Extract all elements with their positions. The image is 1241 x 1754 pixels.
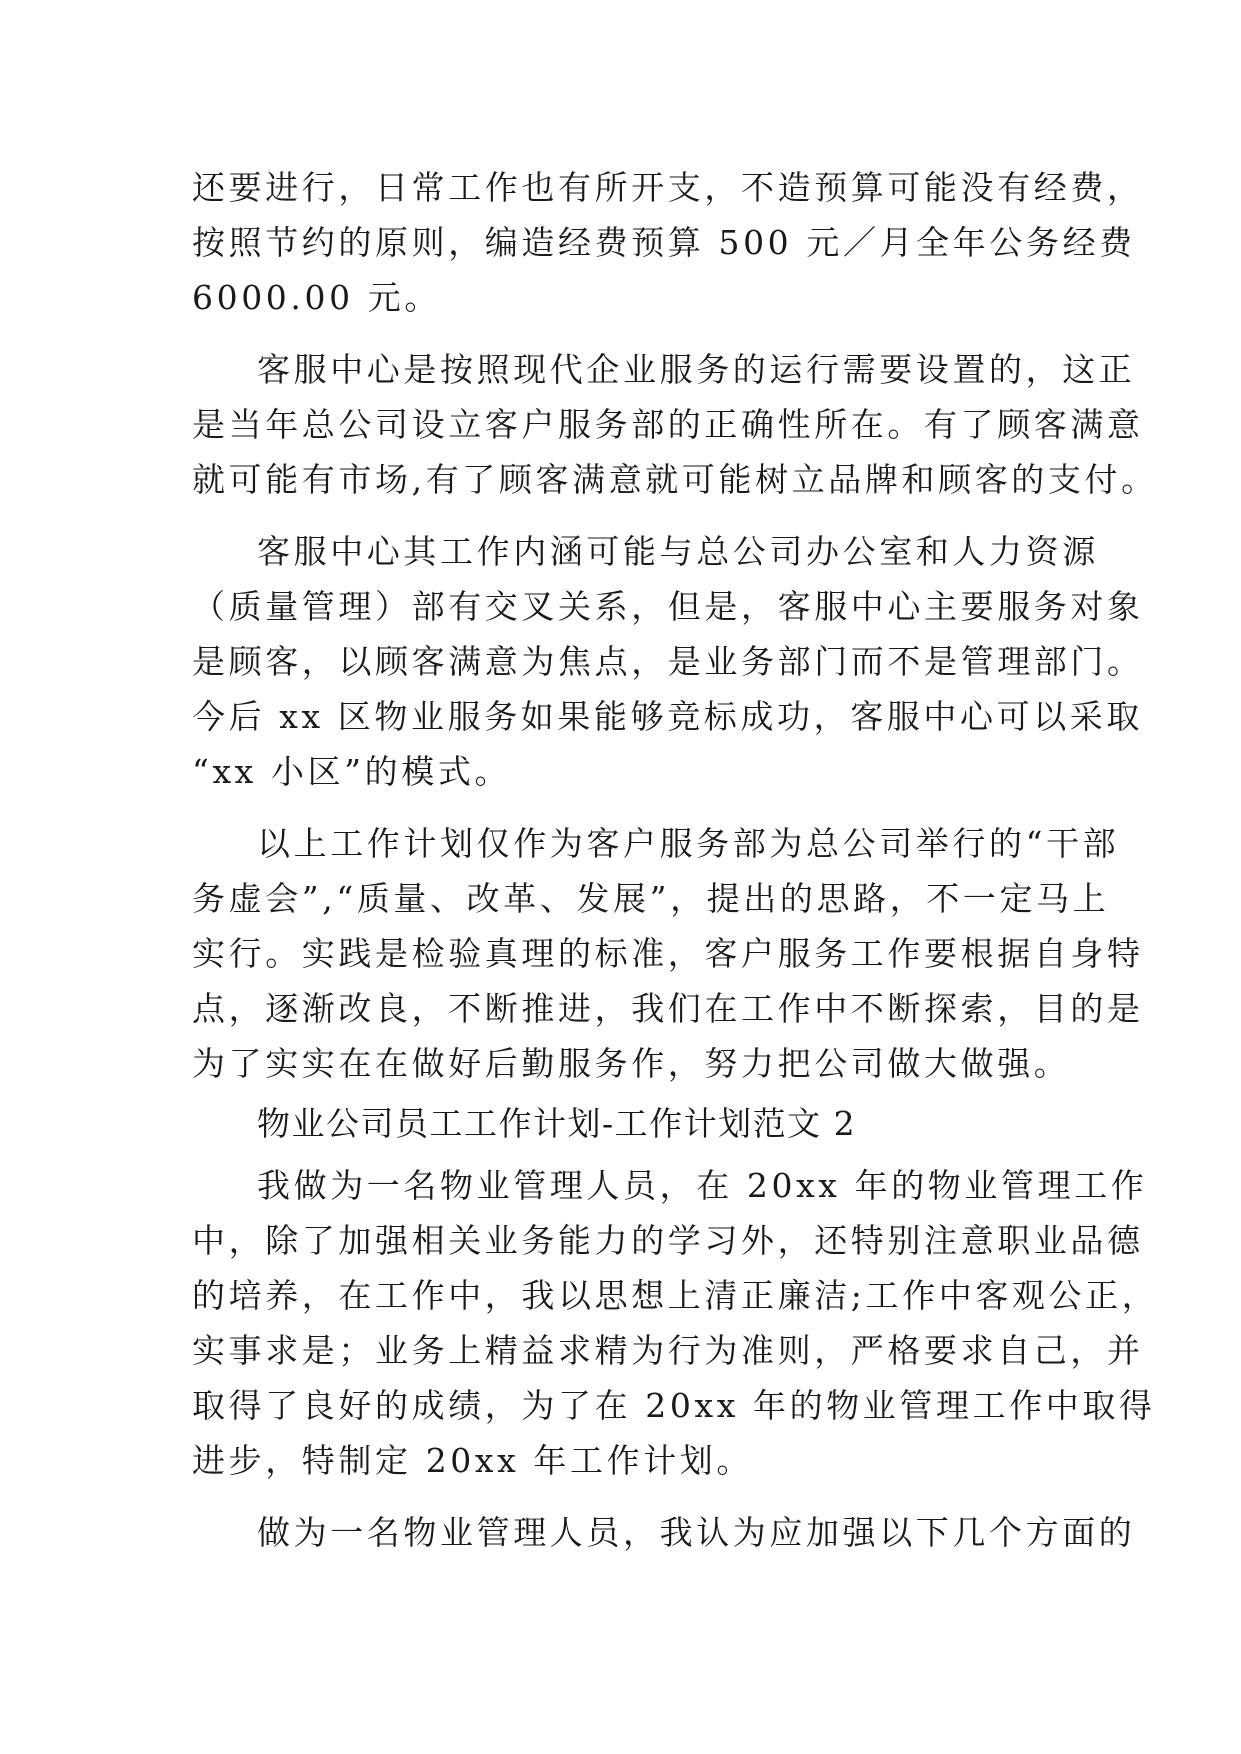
text-line: 实事求是；业务上精益求精为行为准则，严格要求自己，并 [192,1331,1144,1370]
paragraph-first-line: 做为一名物业管理人员，我认为应加强以下几个方面的 [257,1513,1136,1552]
text-line: （质量管理）部有交叉关系，但是，客服中心主要服务对象 [192,587,1144,626]
text-line: 就可能有市场,有了顾客满意就可能树立品牌和顾客的支付。 [192,460,1158,499]
text-line: 的培养，在工作中，我以思想上清正廉洁;工作中客观公正， [192,1276,1159,1315]
text-line: 务虚会”,“质量、改革、发展”，提出的思路，不一定马上 [192,879,1110,918]
paragraph-first-line: 客服中心其工作内涵可能与总公司办公室和人力资源 [257,532,1099,571]
text-line: 6000.00 元。 [192,278,441,317]
text-line: 进步，特制定 20xx 年工作计划。 [192,1441,753,1480]
paragraph-first-line: 我做为一名物业管理人员，在 20xx 年的物业管理工作 [257,1166,1148,1205]
text-line: 按照节约的原则，编造经费预算 500 元／月全年公务经费 [192,223,1136,262]
paragraph-first-line: 以上工作计划仅作为客户服务部为总公司举行的“干部 [257,824,1120,863]
document-body [192,160,1159,1560]
text-line: 是顾客，以顾客满意为焦点，是业务部门而不是管理部门。 [192,642,1144,681]
section-heading: 物业公司员工工作计划-工作计划范文 2 [257,1104,857,1143]
text-line: 实行。实践是检验真理的标准，客户服务工作要根据自身特 [192,934,1144,973]
text-line: 点，逐渐改良，不断推进，我们在工作中不断探索，目的是 [192,989,1144,1028]
paragraph-first-line: 客服中心是按照现代企业服务的运行需要设置的，这正 [257,350,1136,389]
text-line: 为了实实在在做好后勤服务作，努力把公司做大做强。 [192,1044,1071,1083]
text-line: 中，除了加强相关业务能力的学习外，还特别注意职业品德 [192,1221,1144,1260]
text-line: 还要进行，日常工作也有所开支，不造预算可能没有经费， [192,168,1144,207]
text-line: 今后 xx 区物业服务如果能够竞标成功，客服中心可以采取 [192,697,1144,736]
text-line: 取得了良好的成绩，为了在 20xx 年的物业管理工作中取得 [192,1386,1156,1425]
text-line: 是当年总公司设立客户服务部的正确性所在。有了顾客满意 [192,405,1144,444]
text-line: “xx 小区”的模式。 [192,752,512,791]
